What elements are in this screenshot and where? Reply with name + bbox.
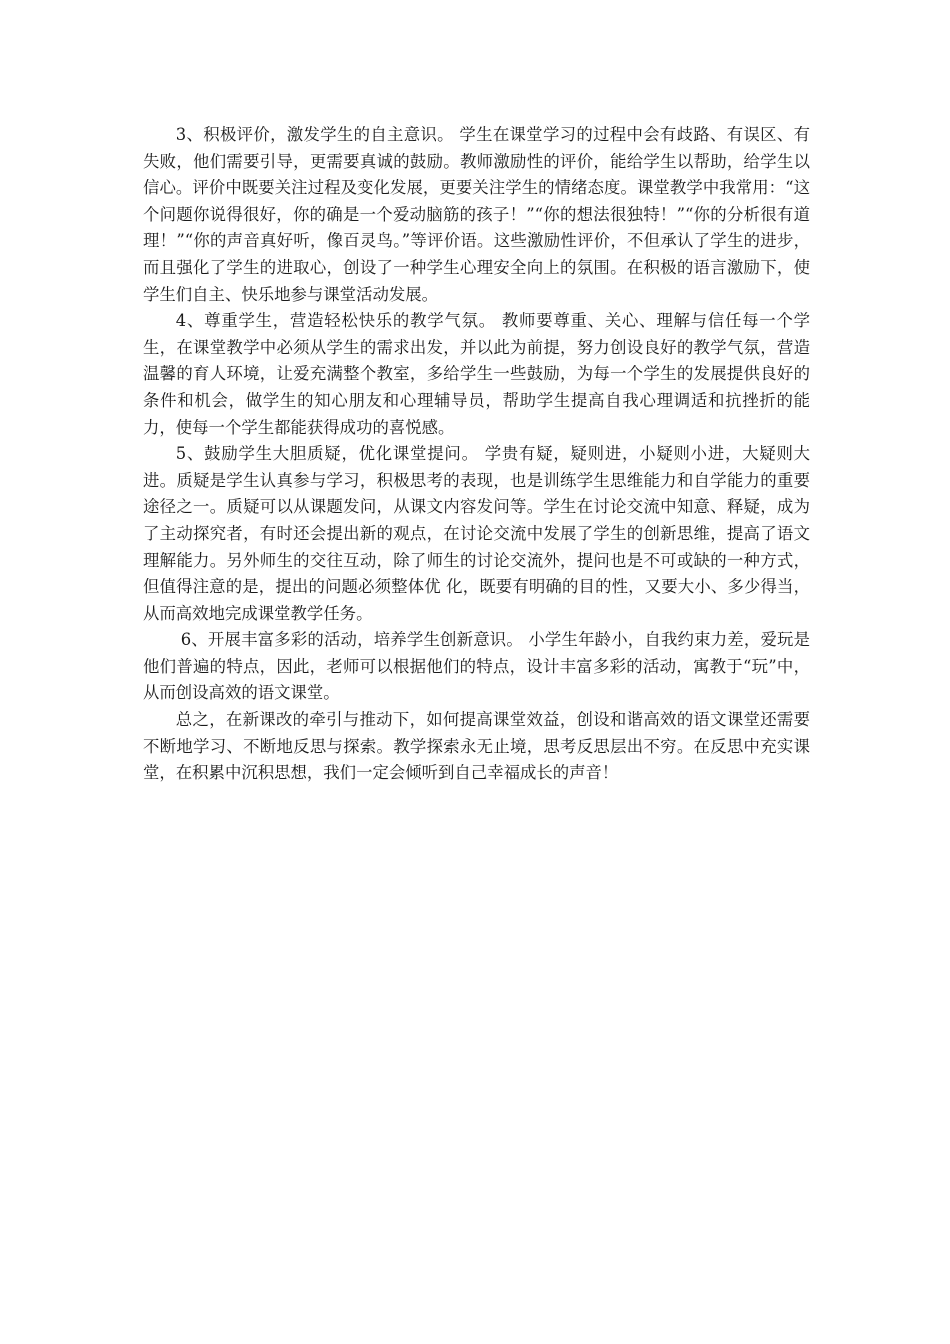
paragraph-encourage-questioning: 5、鼓励学生大胆质疑，优化课堂提问。 学贵有疑，疑则进，小疑则小进，大疑则大进。质疑是学生认真参与学习，积极思考的表现，也是训练学生思维能力和自学能力的重要途径之一。质疑可以从课题发问，从课文内容发问等。学生在讨论交流中知意、释疑，成为了主动探究者，有时还会提出新的观点，在讨论交流中发展了学生的创新思维，提高了语文理解能力。另外师生的交往互动，除了师生的讨论交流外，提问也是不可或缺的一种方式，但值得注意的是，提出的问题必须整体优 化，既要有明确的目的性，又要大小、多少得当，从而高效地完成课堂教学任务。 xyxy=(143,444,810,623)
paragraph-respect-students: 4、尊重学生，营造轻松快乐的教学气氛。 教师要尊重、关心、理解与信任每一个学生，在课堂教学中必须从学生的需求出发，并以此为前提，努力创设良好的教学气氛，营造温馨的育人环境，让爱充满整个教室，多给学生一些鼓励，为每一个学生的发展提供良好的条件和机会，做学生的知心朋友和心理辅导员，帮助学生提高自我心理调适和抗挫折的能力，使每一个学生都能获得成功的喜悦感。 xyxy=(143,311,810,437)
paragraph-positive-evaluation: 3、积极评价，激发学生的自主意识。 学生在课堂学习的过程中会有歧路、有误区、有失败，他们需要引导，更需要真诚的鼓励。教师激励性的评价，能给学生以帮助，给学生以信心。评价中既要关注过程及变化发展，更要关注学生的情绪态度。课堂教学中我常用：“这个问题你说得很好，你的确是一个爱动脑筋的孩子！”“你的想法很独特！”“你的分析很有道理！”“你的声音真好听，像百灵鸟。”等评价语。这些激励性评价，不但承认了学生的进步，而且强化了学生的进取心，创设了一种学生心理安全向上的氛围。在积极的语言激励下，使学生们自主、快乐地参与课堂活动发展。 xyxy=(143,125,810,304)
paragraph-conclusion: 总之，在新课改的牵引与推动下，如何提高课堂效益，创设和谐高效的语文课堂还需要不断地学习、不断地反思与探索。教学探索永无止境，思考反思层出不穷。在反思中充实课堂，在积累中沉积思想，我们一定会倾听到自己幸福成长的声音！ xyxy=(143,710,810,783)
document-body xyxy=(143,122,810,787)
paragraph-rich-activities: 6、开展丰富多彩的活动，培养学生创新意识。 小学生年龄小，自我约束力差，爱玩是他们普遍的特点，因此，老师可以根据他们的特点，设计丰富多彩的活动，寓教于“玩”中，从而创设高效的语文课堂。 xyxy=(143,630,810,703)
